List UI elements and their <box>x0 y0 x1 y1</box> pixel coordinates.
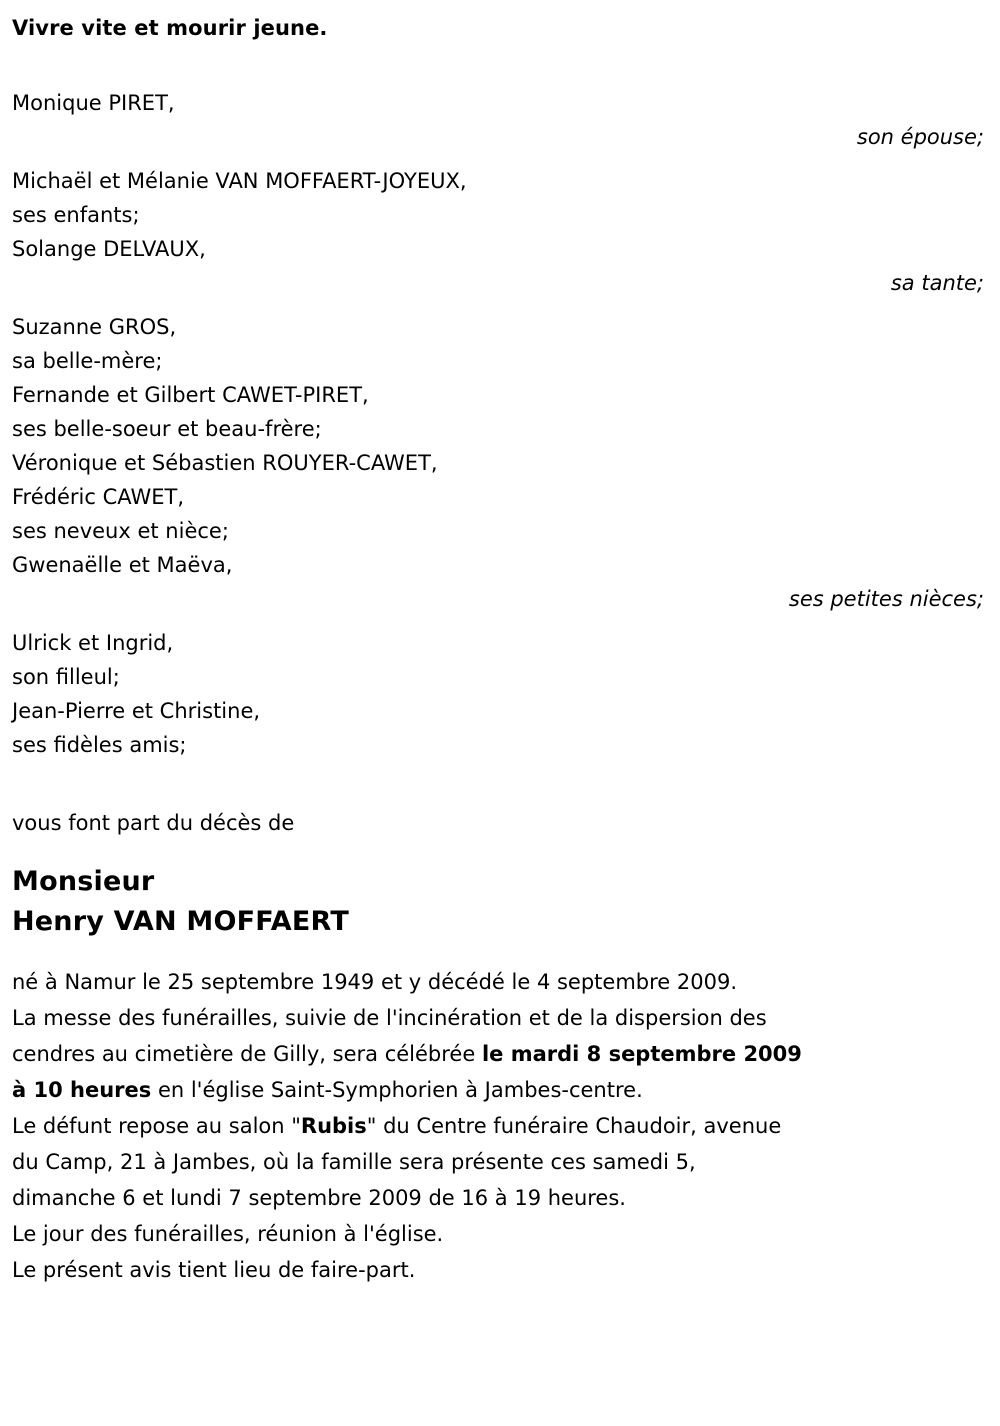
family-relation: son épouse; <box>856 125 984 150</box>
family-member-name: Frédéric CAWET, <box>12 485 184 510</box>
detail-line-visiting-hours: dimanche 6 et lundi 7 septembre 2009 de 16 à 19 heures. <box>12 1186 626 1211</box>
epitaph-text: Vivre vite et mourir jeune. <box>12 16 328 40</box>
salon-name-emphasis: Rubis <box>300 1114 367 1139</box>
spacer <box>12 154 984 164</box>
detail-line-mass-1: La messe des funérailles, suivie de l'incinération et de la dispersion des <box>12 1006 767 1031</box>
family-relation: sa tante; <box>890 271 984 296</box>
detail-line-mass-3 <box>12 1072 984 1108</box>
family-block <box>12 310 984 616</box>
detail-text: en l'église Saint-Symphorien à Jambes-centre. <box>151 1078 643 1103</box>
family-member-name: ses belle-soeur et beau-frère; <box>12 417 322 442</box>
detail-text: Le défunt repose au salon " <box>12 1114 301 1139</box>
detail-line-salon-1 <box>12 1108 984 1144</box>
family-member-name: Solange DELVAUX, <box>12 237 206 262</box>
family-block <box>12 164 984 300</box>
family-member-name: Fernande et Gilbert CAWET-PIRET, <box>12 383 369 408</box>
spacer <box>12 840 984 862</box>
spacer <box>12 942 984 964</box>
family-member-name: ses enfants; <box>12 203 140 228</box>
family-member-name: ses neveux et nièce; <box>12 519 229 544</box>
family-member-name: Véronique et Sébastien ROUYER-CAWET, <box>12 451 438 476</box>
family-block <box>12 86 984 154</box>
spacer <box>12 300 984 310</box>
detail-line-reunion: Le jour des funérailles, réunion à l'église. <box>12 1222 444 1247</box>
family-member-name: Jean-Pierre et Christine, <box>12 699 261 724</box>
detail-time-emphasis: à 10 heures <box>12 1078 152 1103</box>
spacer <box>12 42 984 86</box>
detail-date-emphasis: le mardi 8 septembre 2009 <box>481 1042 802 1067</box>
detail-text: cendres au cimetière de Gilly, sera célébrée <box>12 1042 482 1067</box>
detail-line-mass-2 <box>12 1036 984 1072</box>
family-member-name: son filleul; <box>12 665 120 690</box>
deceased-name: Henry VAN MOFFAERT <box>12 906 349 938</box>
detail-line-birth-death: né à Namur le 25 septembre 1949 et y décédé le 4 septembre 2009. <box>12 970 738 995</box>
announcement-text: vous font part du décès de <box>12 811 295 836</box>
family-member-name: Suzanne GROS, <box>12 315 177 340</box>
detail-line-address: du Camp, 21 à Jambes, où la famille sera présente ces samedi 5, <box>12 1150 696 1175</box>
deceased-title: Monsieur <box>12 866 155 898</box>
family-member-name: sa belle-mère; <box>12 349 163 374</box>
family-member-name: Monique PIRET, <box>12 91 175 116</box>
family-member-name: Gwenaëlle et Maëva, <box>12 553 233 578</box>
family-block <box>12 626 984 762</box>
family-relation: ses petites nièces; <box>788 587 984 612</box>
spacer <box>12 762 984 806</box>
family-member-name: Ulrick et Ingrid, <box>12 631 174 656</box>
detail-text: " du Centre funéraire Chaudoir, avenue <box>366 1114 782 1139</box>
family-member-name: ses fidèles amis; <box>12 733 187 758</box>
spacer <box>12 616 984 626</box>
family-member-name: Michaël et Mélanie VAN MOFFAERT-JOYEUX, <box>12 169 467 194</box>
detail-line-notice: Le présent avis tient lieu de faire-part. <box>12 1258 416 1283</box>
